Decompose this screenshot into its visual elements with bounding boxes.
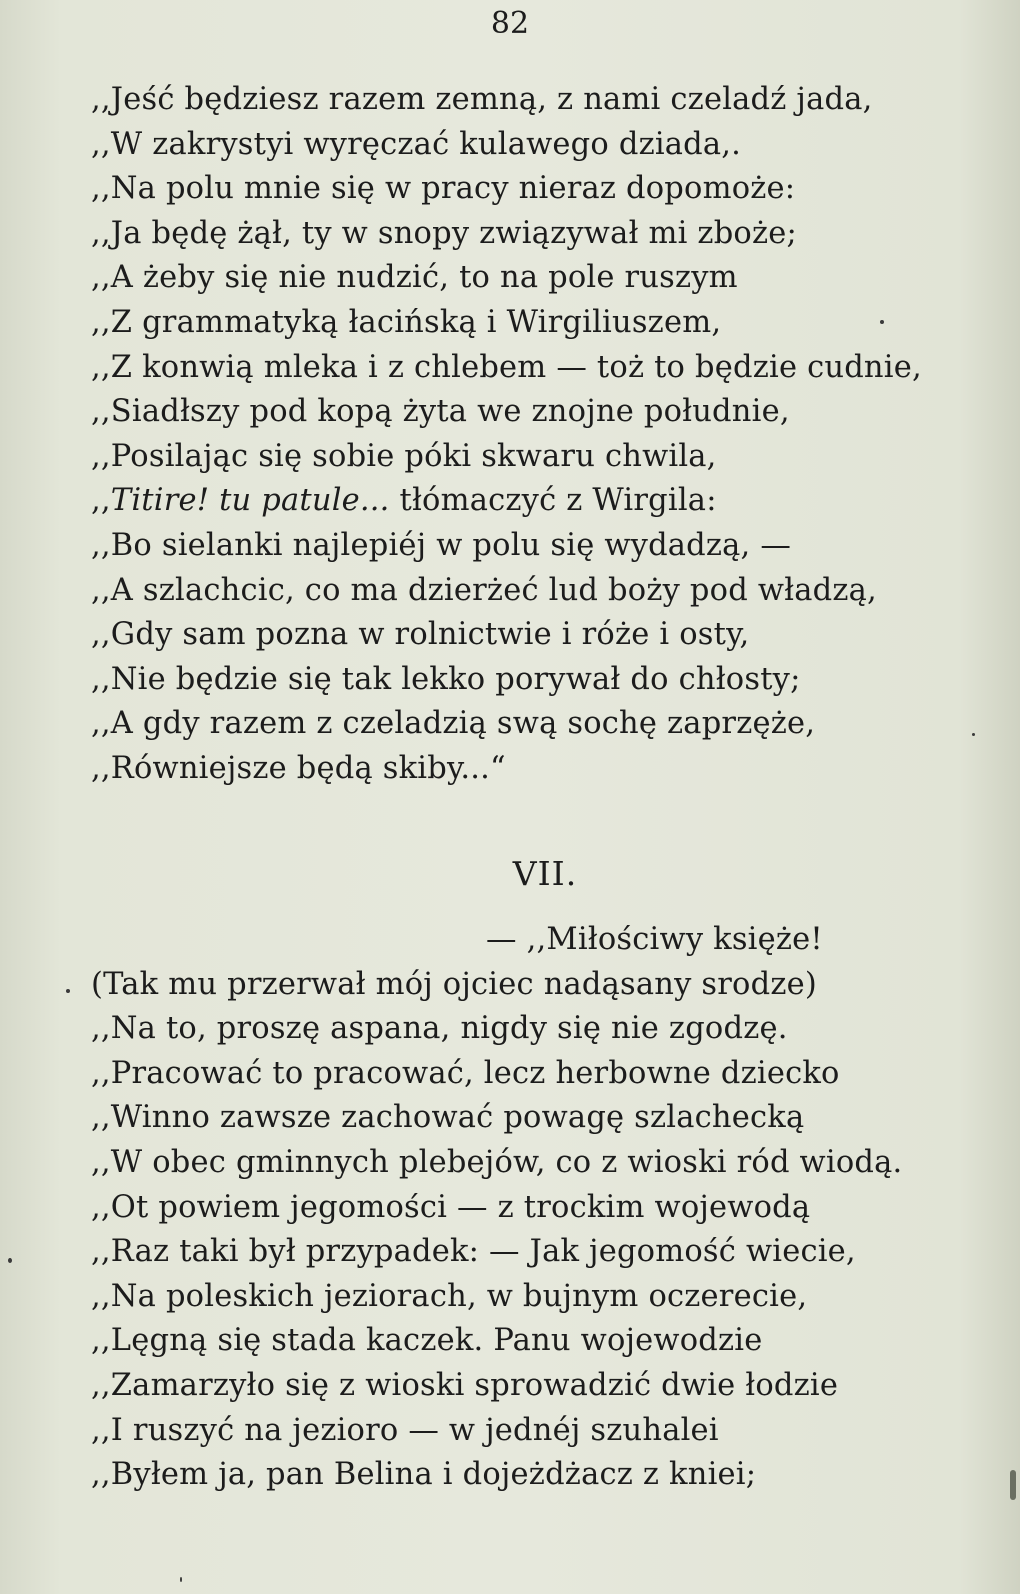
paper-speck [880, 320, 884, 324]
verse-line: ,,Ja będę żął, ty w snopy związywał mi zboże; [91, 215, 797, 251]
stanza-first [91, 78, 991, 792]
verse-line: ,,Równiejsze będą skiby...“ [91, 750, 506, 786]
verse-line: ,,Byłem ja, pan Belina i dojeżdżacz z kniei; [91, 1457, 757, 1493]
paper-speck [8, 1258, 12, 1263]
verse-line: (Tak mu przerwał mój ojciec nadąsany srodze) [91, 966, 817, 1002]
verse-line-rest: tłómaczyć z Wirgila: [389, 483, 717, 519]
verse-line: ,,Ot powiem jegomości — z trockim wojewodą [91, 1189, 811, 1225]
verse-line: ,,A gdy razem z czeladzią swą sochę zaprzęże, [91, 706, 816, 742]
verse-line: ,,A szlachcic, co ma dzierżeć lud boży pod władzą, [91, 572, 877, 608]
verse-line: ,,Siadłszy pod kopą żyta we znojne południe, [91, 394, 790, 430]
verse-line: ,,Bo sielanki najlepiéj w polu się wydadzą, — [91, 527, 792, 563]
paper-speck [972, 733, 975, 736]
verse-line-indented: — ,,Miłościwy księże! [486, 922, 823, 957]
stanza-second [91, 918, 991, 1498]
paper-speck [66, 989, 70, 993]
verse-line: ,,Na to, proszę aspana, nigdy się nie zgodzę. [91, 1011, 788, 1047]
verse-line: ,,W zakrystyi wyręczać kulawego dziada,. [91, 126, 742, 162]
verse-line: ,,Gdy sam pozna w rolnictwie i róże i osty, [91, 617, 750, 653]
verse-line: ,,Posilając się sobie póki skwaru chwila, [91, 438, 717, 474]
verse-line: ,,W obec gminnych plebejów, co z wioski ród wiodą. [91, 1144, 903, 1180]
page-number: 82 [490, 6, 530, 41]
verse-line-latin-quote [91, 479, 991, 524]
section-heading: VII. [512, 854, 578, 893]
verse-line: ,,Jeść będziesz razem zemną, z nami czeladź jada, [91, 82, 873, 117]
latin-quote: Titire! tu patule... [110, 483, 390, 519]
verse-line: ,,A żeby się nie nudzić, to na pole ruszym [91, 260, 738, 296]
verse-line: ,,Z konwią mleka i z chlebem — toż to będzie cudnie, [91, 349, 922, 385]
verse-line: ,,Na polu mnie się w pracy nieraz dopomoże: [91, 171, 796, 207]
verse-line: ,,Pracować to pracować, lecz herbowne dziecko [91, 1055, 840, 1091]
paper-speck [180, 1577, 182, 1582]
verse-line: ,,Winno zawsze zachować powagę szlachecką [91, 1100, 805, 1136]
verse-line: ,,Na poleskich jeziorach, w bujnym oczerecie, [91, 1278, 808, 1314]
verse-line: ,,I ruszyć na jezioro — w jednéj szuhalei [91, 1412, 719, 1448]
quote-mark: ,, [91, 483, 111, 519]
verse-line: ,,Z grammatyką łacińską i Wirgiliuszem, [91, 304, 722, 340]
verse-line: ,,Zamarzyło się z wioski sprowadzić dwie łodzie [91, 1367, 839, 1403]
paper-speck [1010, 1470, 1016, 1500]
verse-line: ,,Lęgną się stada kaczek. Panu wojewodzie [91, 1323, 763, 1359]
verse-line: ,,Raz taki był przypadek: — Jak jegomość wiecie, [91, 1234, 856, 1270]
verse-line: ,,Nie będzie się tak lekko porywał do chłosty; [91, 661, 801, 697]
